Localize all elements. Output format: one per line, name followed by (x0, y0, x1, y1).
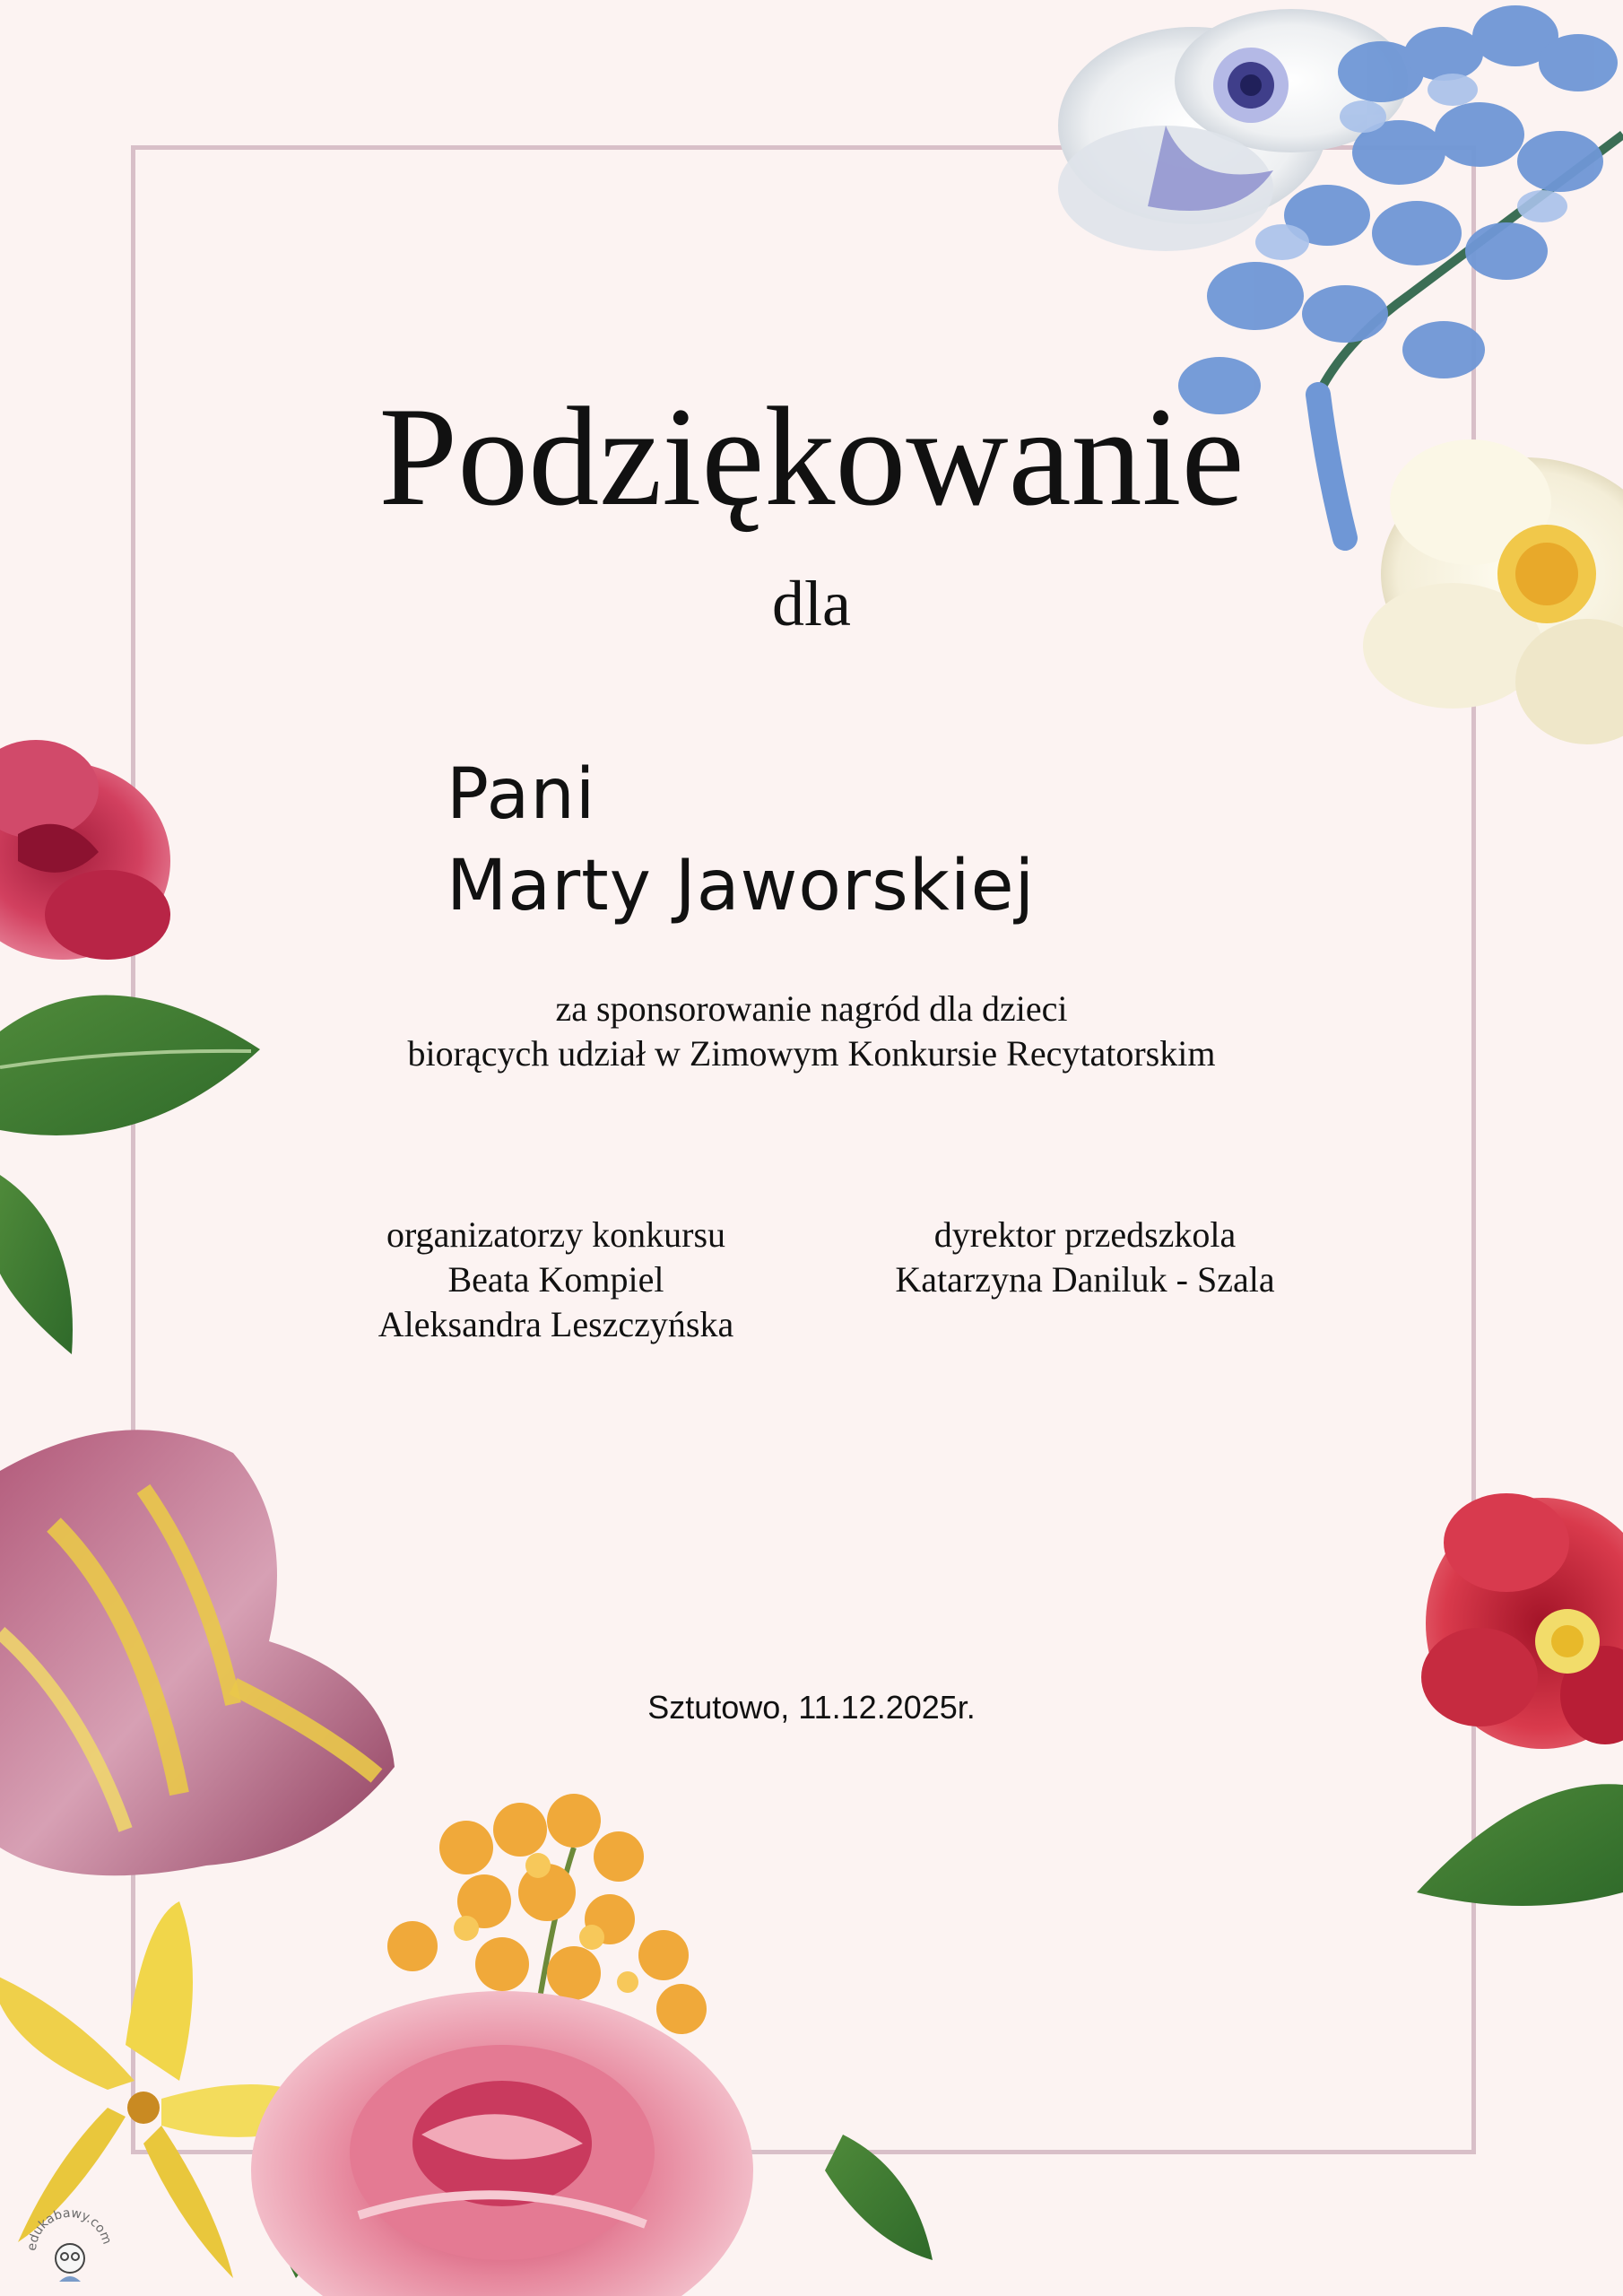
dedication-word: dla (772, 568, 851, 639)
red-rose-flower-icon (0, 740, 170, 960)
director-name: Katarzyna Daniluk - Szala (895, 1259, 1275, 1300)
pink-tulip-flower-icon (0, 1430, 395, 1875)
organizer-name-2: Aleksandra Leszczyńska (378, 1304, 734, 1344)
reason-text (0, 987, 1623, 1076)
reason-line-2: biorących udział w Zimowym Konkursie Recytatorskim (407, 1033, 1216, 1074)
watermark-logo (25, 2199, 115, 2289)
recipient-honorific: Pani (447, 754, 596, 835)
reason-line-1: za sponsorowanie nagród dla dzieci (555, 988, 1068, 1029)
pink-peony-flower-icon (251, 1991, 933, 2296)
signature-block-organizers (323, 1213, 789, 1347)
place-and-date: Sztutowo, 11.12.2025r. (647, 1689, 976, 1726)
director-role: dyrektor przedszkola (933, 1214, 1237, 1255)
recipient-name (447, 749, 1035, 932)
page-title: Podziękowanie (378, 378, 1245, 535)
organizers-role: organizatorzy konkursu (386, 1214, 726, 1255)
signature-block-director (843, 1213, 1327, 1302)
recipient-full-name: Marty Jaworskiej (447, 846, 1036, 926)
organizer-name-1: Beata Kompiel (447, 1259, 664, 1300)
watermark-logo-icon (25, 2199, 115, 2289)
watermark-text: edukabawy.com (25, 2205, 115, 2252)
